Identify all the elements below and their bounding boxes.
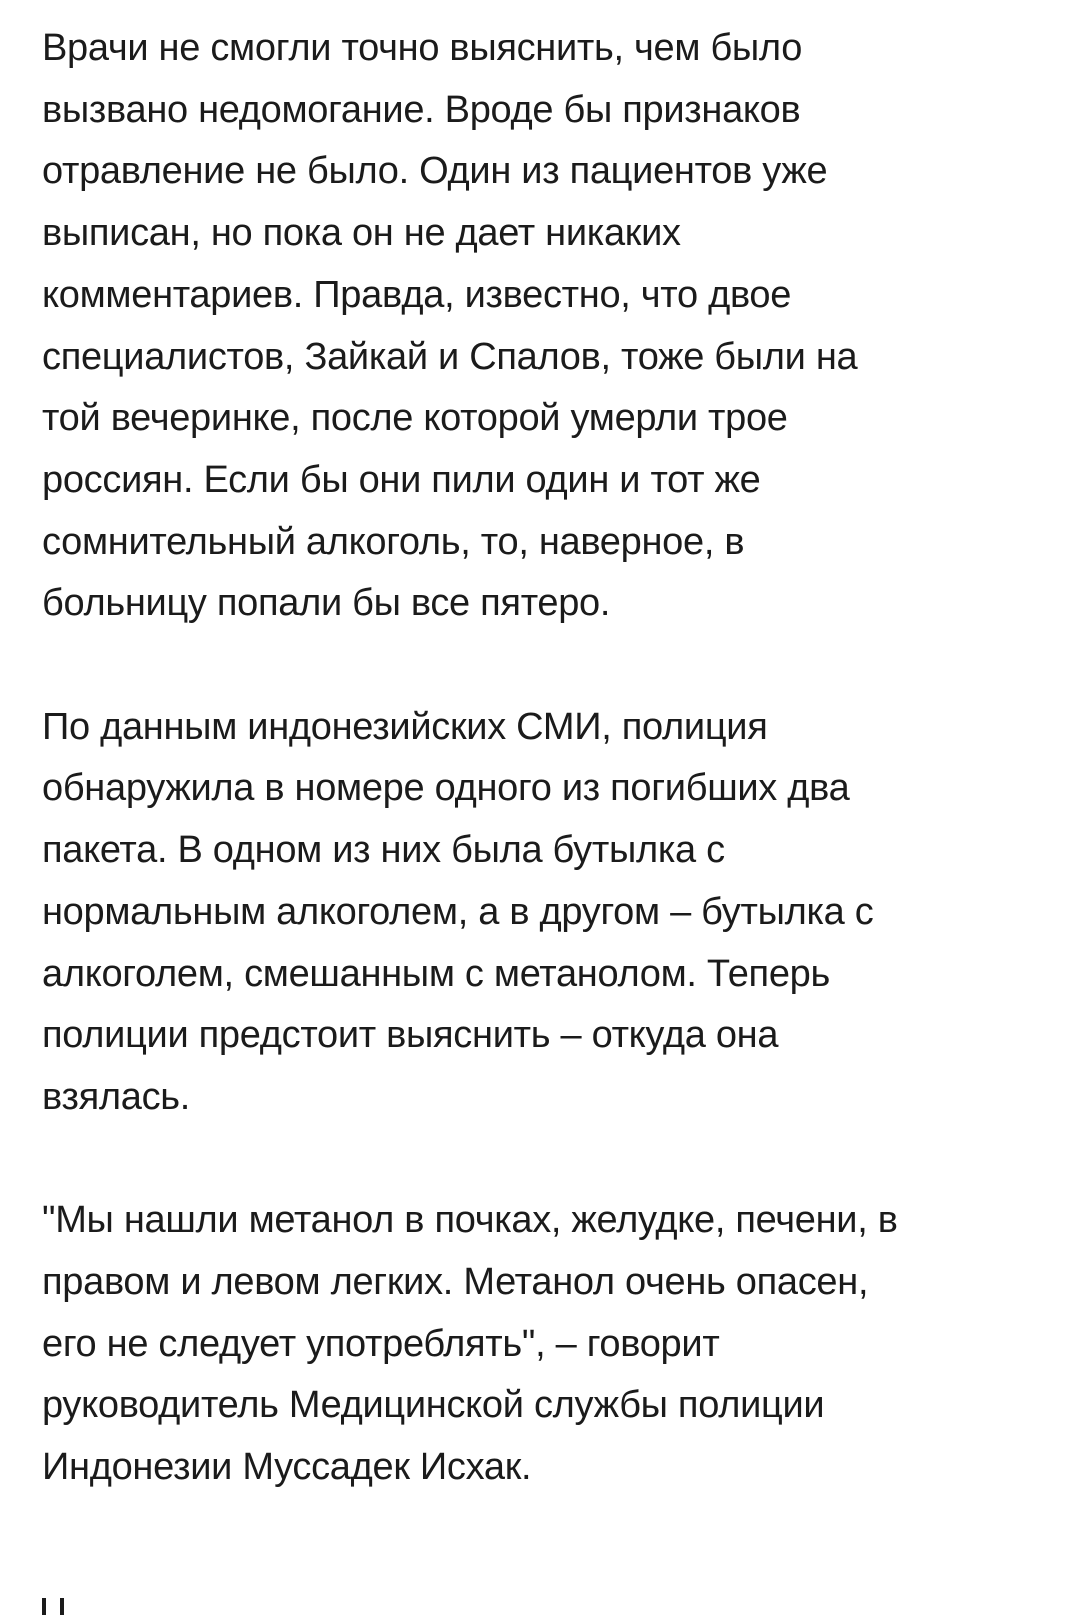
paragraph-line: россиян. Если бы они пили один и тот же xyxy=(42,458,761,501)
article-paragraph xyxy=(42,697,1042,1129)
article-paragraph xyxy=(42,18,1042,635)
paragraph-line: нормальным алкоголем, а в другом – бутылка с xyxy=(42,890,874,933)
paragraph-line: "Мы нашли метанол в почках, желудке, печени, в xyxy=(42,1199,898,1242)
cut-off-glyph-stroke xyxy=(60,1598,64,1615)
paragraph-line: комментариев. Правда, известно, что двое xyxy=(42,273,792,316)
paragraph-line: сомнительный алкоголь, то, наверное, в xyxy=(42,520,745,563)
article-paragraph xyxy=(42,1190,1042,1499)
paragraph-line: отравление не было. Один из пациентов уже xyxy=(42,150,828,193)
paragraph-line: его не следует употреблять", – говорит xyxy=(42,1322,720,1365)
paragraph-line: пакета. В одном из них была бутылка с xyxy=(42,829,725,872)
paragraph-line: обнаружила в номере одного из погибших два xyxy=(42,767,850,810)
paragraph-line: больницу попали бы все пятеро. xyxy=(42,582,611,625)
paragraph-line: полиции предстоит выяснить – откуда она xyxy=(42,1014,779,1057)
paragraph-line: Врачи не смогли точно выяснить, чем было xyxy=(42,27,803,69)
cut-off-glyph-stroke xyxy=(42,1598,46,1615)
paragraph-line: Индонезии Муссадек Исхак. xyxy=(42,1446,532,1489)
paragraph-line: вызвано недомогание. Вроде бы признаков xyxy=(42,88,801,131)
paragraph-line: взялась. xyxy=(42,1075,191,1118)
paragraph-line: По данным индонезийских СМИ, полиция xyxy=(42,705,768,748)
paragraph-line: выписан, но пока он не дает никаких xyxy=(42,212,681,255)
article-body xyxy=(42,18,1042,1561)
paragraph-line: руководитель Медицинской службы полиции xyxy=(42,1384,825,1427)
paragraph-line: алкоголем, смешанным с метанолом. Теперь xyxy=(42,952,830,995)
paragraph-line: специалистов, Зайкай и Спалов, тоже были на xyxy=(42,335,858,378)
paragraph-line: правом и левом легких. Метанол очень опасен, xyxy=(42,1261,869,1304)
cut-off-next-line xyxy=(42,1598,64,1615)
paragraph-line: той вечеринке, после которой умерли трое xyxy=(42,397,788,440)
